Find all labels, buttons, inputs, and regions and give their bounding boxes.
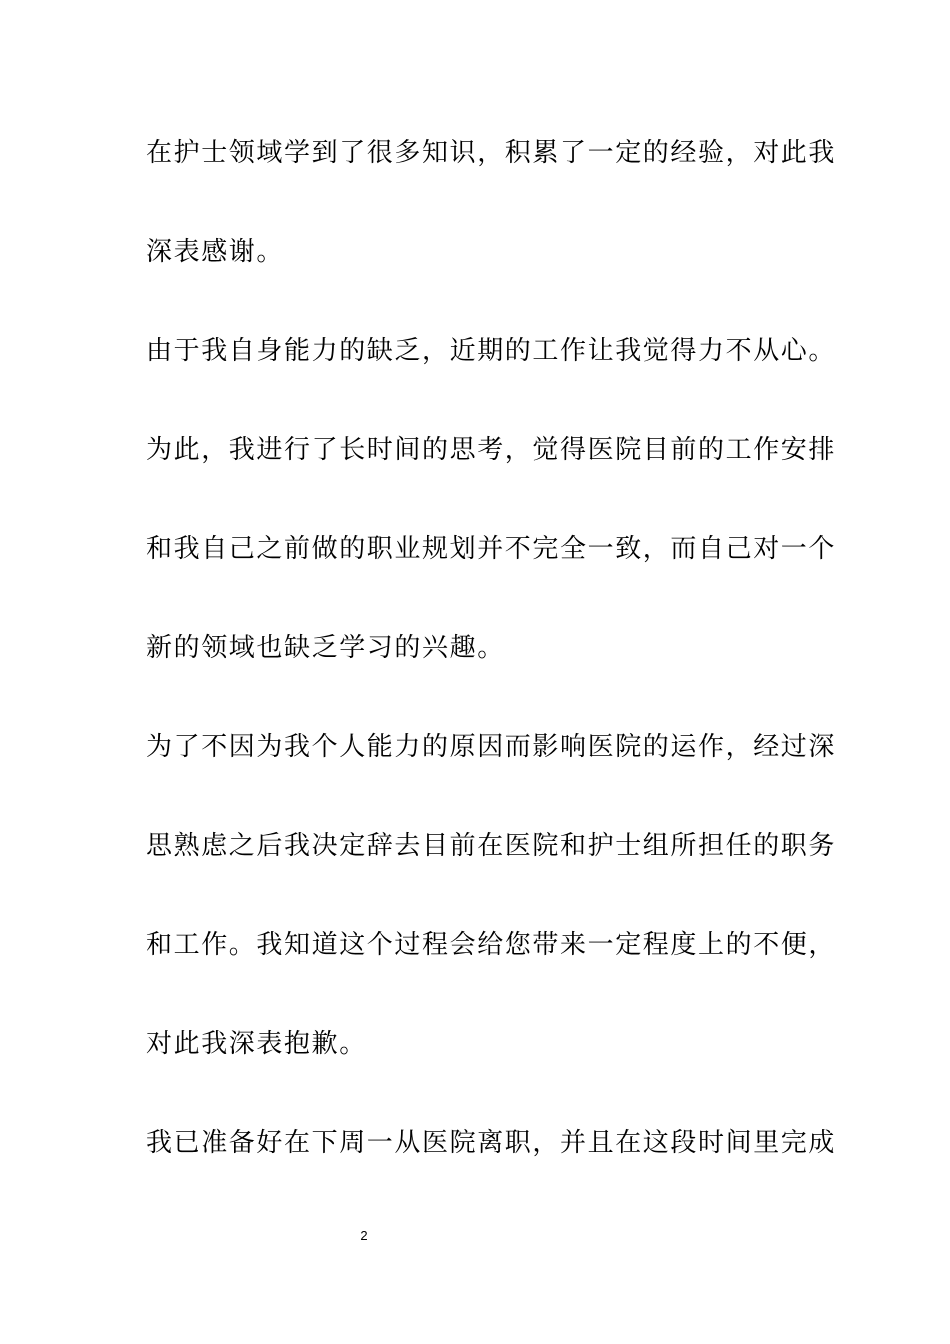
text-line: 为此，我进行了长时间的思考，觉得医院目前的工作安排	[146, 435, 837, 465]
text-line: 对此我深表抱歉。	[146, 1029, 367, 1059]
text-line: 和我自己之前做的职业规划并不完全一致，而自己对一个	[146, 534, 837, 564]
text-line: 思熟虑之后我决定辞去目前在医院和护士组所担任的职务	[146, 831, 837, 861]
text-line: 由于我自身能力的缺乏，近期的工作让我觉得力不从心。	[146, 336, 837, 366]
text-line: 新的领域也缺乏学习的兴趣。	[146, 633, 505, 663]
text-line: 我已准备好在下周一从医院离职，并且在这段时间里完成	[146, 1128, 837, 1158]
body-text	[146, 126, 837, 1215]
page-number: 2	[360, 1228, 368, 1243]
text-line: 在护士领域学到了很多知识，积累了一定的经验，对此我	[146, 138, 837, 168]
text-line: 为了不因为我个人能力的原因而影响医院的运作，经过深	[146, 732, 837, 762]
text-line: 深表感谢。	[146, 237, 285, 267]
text-line: 和工作。我知道这个过程会给您带来一定程度上的不便，	[146, 930, 837, 960]
